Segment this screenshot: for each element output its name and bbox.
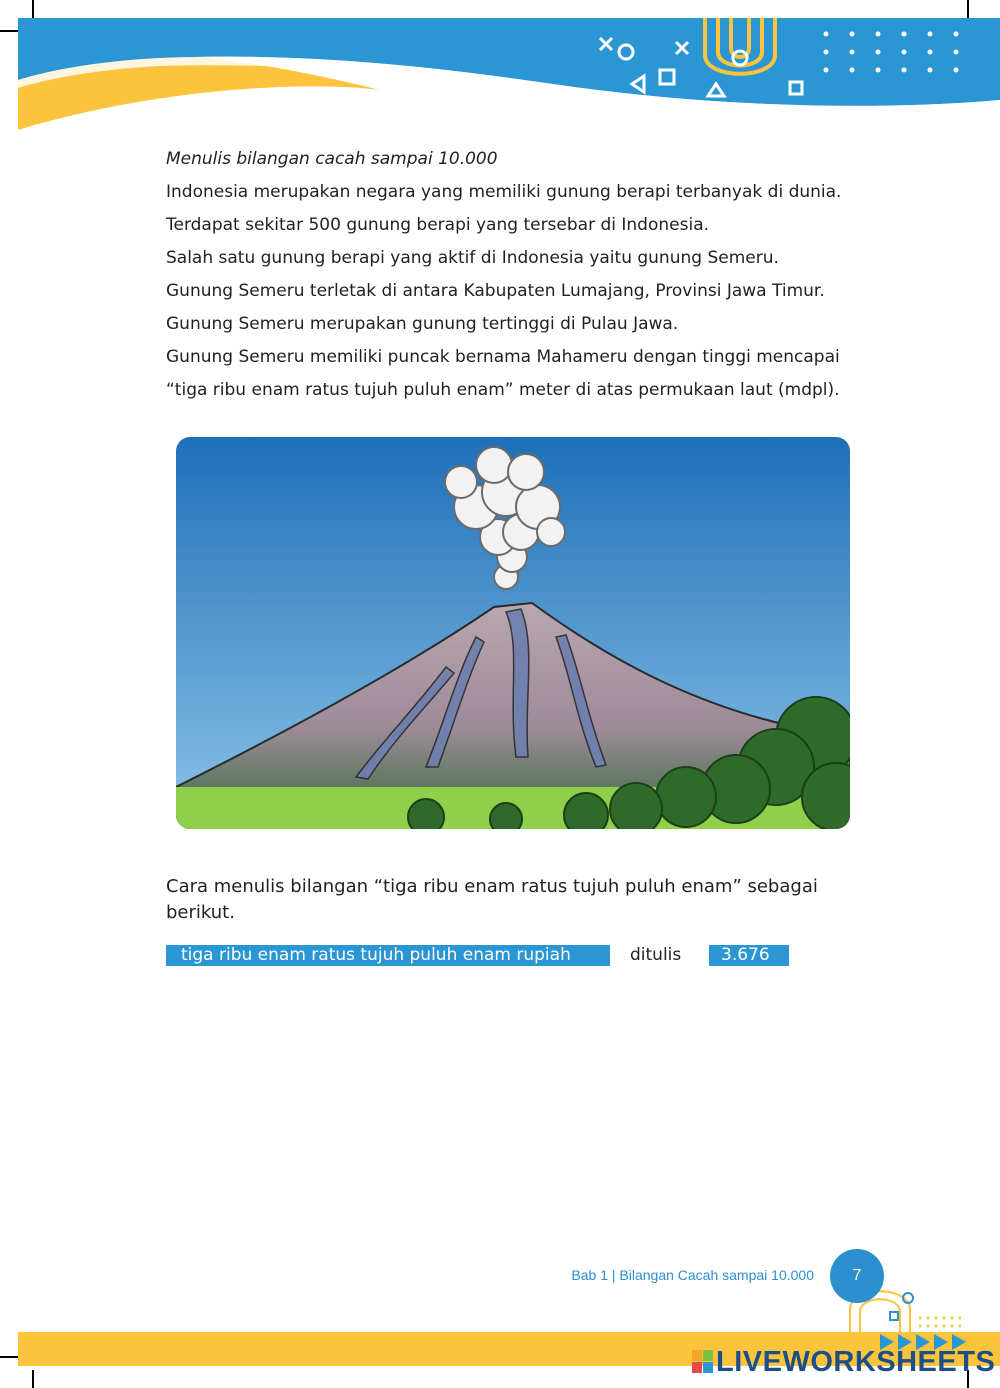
crop-mark	[32, 1370, 34, 1388]
paragraph-line: Terdapat sekitar 500 gunung berapi yang tersebar di Indonesia.	[166, 215, 710, 235]
number-digits-field[interactable]: 3.676	[709, 945, 789, 966]
section-subtitle: Menulis bilangan cacah sampai 10.000	[166, 149, 498, 169]
paragraph-line: Indonesia merupakan negara yang memiliki gunung berapi terbanyak di dunia.	[166, 182, 842, 202]
liveworksheets-badge-icon	[692, 1350, 714, 1374]
crop-mark	[0, 1356, 20, 1358]
volcano-illustration	[176, 437, 850, 829]
reading-passage	[166, 143, 866, 407]
paragraph-line: “tiga ribu enam ratus tujuh puluh enam” meter di atas permukaan laut (mdpl).	[166, 380, 840, 400]
liveworksheets-watermark	[692, 1344, 995, 1380]
paragraph-line: Gunung Semeru merupakan gunung tertinggi di Pulau Jawa.	[166, 314, 679, 334]
chapter-footer: Bab 1 | Bilangan Cacah sampai 10.000	[571, 1267, 814, 1283]
number-words-field[interactable]: tiga ribu enam ratus tujuh puluh enam rupiah	[166, 945, 610, 966]
page-number: 7	[830, 1249, 884, 1303]
ditulis-label: ditulis	[630, 945, 682, 965]
header-wave-banner	[0, 0, 1000, 140]
example-caption: Cara menulis bilangan “tiga ribu enam ratus tujuh puluh enam” sebagai berikut.	[166, 876, 818, 923]
paragraph-line: Gunung Semeru memiliki puncak bernama Mahameru dengan tinggi mencapai	[166, 347, 840, 367]
paragraph-line: Salah satu gunung berapi yang aktif di Indonesia yaitu gunung Semeru.	[166, 248, 779, 268]
watermark-text: LIVEWORKSHEETS	[716, 1346, 996, 1378]
paragraph-line: Gunung Semeru terletak di antara Kabupaten Lumajang, Provinsi Jawa Timur.	[166, 281, 825, 301]
